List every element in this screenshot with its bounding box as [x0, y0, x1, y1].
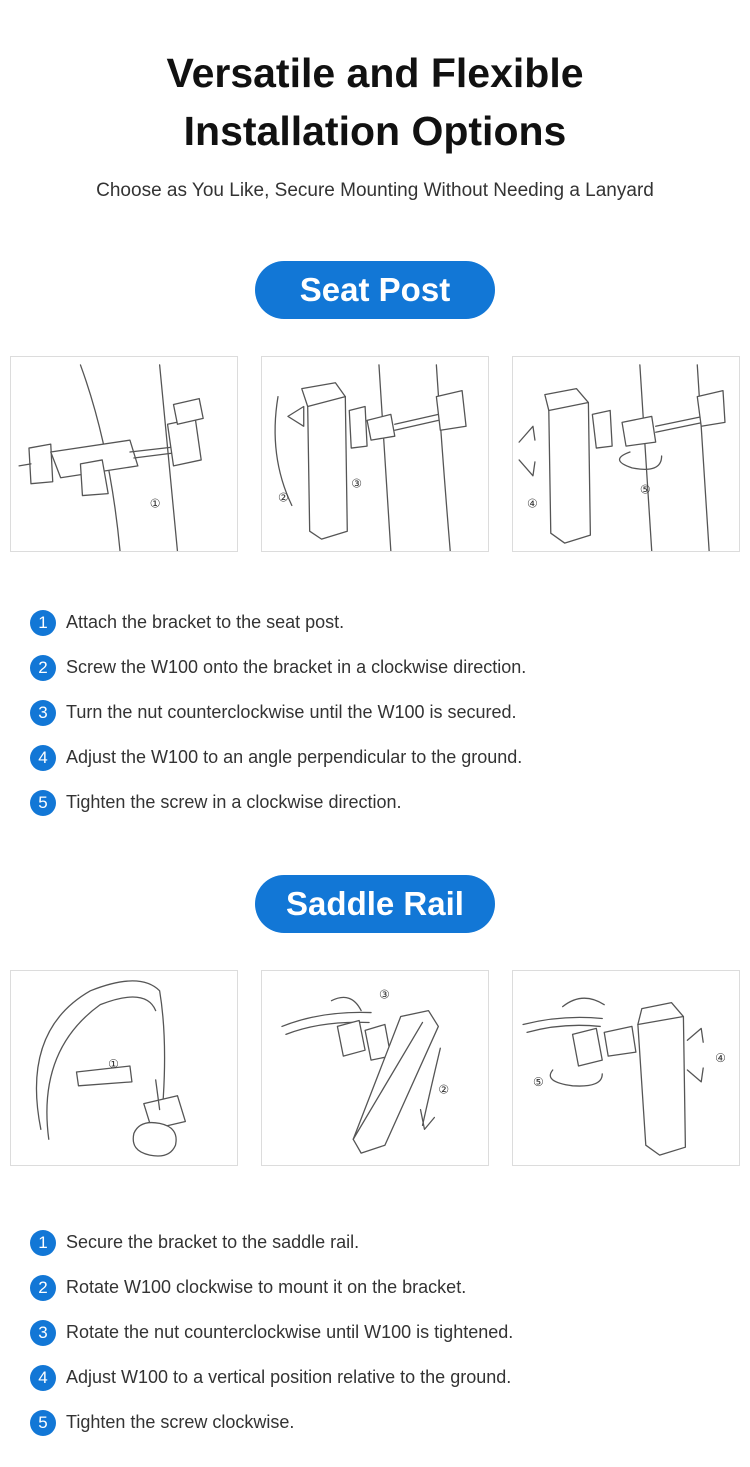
- list-item: [30, 690, 720, 735]
- list-item: [30, 645, 720, 690]
- step-text: Attach the bracket to the seat post.: [66, 612, 345, 632]
- list-item: [30, 735, 720, 780]
- panel-step-label: ④: [527, 496, 538, 511]
- saddle-rail-illustration-2: [261, 970, 489, 1166]
- panel-step-label: ②: [278, 490, 289, 505]
- saddle-rail-illustration-3: [512, 970, 740, 1166]
- step-number-badge: 1: [30, 610, 56, 636]
- title-line-2: Installation Options: [183, 108, 567, 154]
- panel-step-label: ①: [108, 1057, 119, 1071]
- saddle-rail-illustration-1: [10, 970, 238, 1166]
- step-text: Secure the bracket to the saddle rail.: [66, 1232, 360, 1252]
- seat-post-steps: [30, 600, 720, 825]
- step-number-badge: 5: [30, 1410, 56, 1436]
- seat-post-illustration-1: [10, 356, 238, 552]
- step-text: Turn the nut counterclockwise until the W100 is secured.: [66, 702, 517, 722]
- panel-step-label: ⑤: [639, 482, 651, 497]
- page-title: [0, 44, 750, 160]
- step-text: Rotate the nut counterclockwise until W100 is tightened.: [66, 1322, 514, 1342]
- panel-step-label: ④: [715, 1051, 726, 1066]
- step-number-badge: 3: [30, 700, 56, 726]
- step-number-badge: 2: [30, 655, 56, 681]
- step-number-badge: 4: [30, 745, 56, 771]
- step-text: Rotate W100 clockwise to mount it on the bracket.: [66, 1277, 467, 1297]
- panel-step-label: ③: [378, 987, 390, 1002]
- step-text: Adjust the W100 to an angle perpendicular to the ground.: [66, 747, 523, 767]
- step-text: Tighten the screw in a clockwise direction.: [66, 792, 402, 812]
- section-title-saddle-rail: Saddle Rail: [255, 875, 495, 933]
- step-number-badge: 3: [30, 1320, 56, 1346]
- saddle-rail-steps: [30, 1220, 720, 1445]
- list-item: [30, 600, 720, 645]
- panel-step-label: ⑤: [532, 1074, 544, 1089]
- step-number-badge: 2: [30, 1275, 56, 1301]
- step-number-badge: 5: [30, 790, 56, 816]
- step-text: Screw the W100 onto the bracket in a clockwise direction.: [66, 657, 527, 677]
- panel-step-label: ①: [149, 496, 161, 511]
- list-item: [30, 1220, 720, 1265]
- list-item: [30, 1400, 720, 1445]
- list-item: [30, 1310, 720, 1355]
- step-number-badge: 1: [30, 1230, 56, 1256]
- seat-post-illustration-3: [512, 356, 740, 552]
- panel-step-label: ③: [351, 476, 362, 491]
- panel-step-label: ②: [438, 1082, 449, 1097]
- section-title-seat-post: Seat Post: [255, 261, 495, 319]
- page-subtitle: Choose as You Like, Secure Mounting Without Needing a Lanyard: [96, 180, 654, 201]
- title-line-1: Versatile and Flexible: [166, 50, 584, 96]
- seat-post-illustration-2: [261, 356, 489, 552]
- step-text: Tighten the screw clockwise.: [66, 1412, 295, 1432]
- step-number-badge: 4: [30, 1365, 56, 1391]
- list-item: [30, 1355, 720, 1400]
- step-text: Adjust W100 to a vertical position relative to the ground.: [66, 1367, 512, 1387]
- list-item: [30, 1265, 720, 1310]
- list-item: [30, 780, 720, 825]
